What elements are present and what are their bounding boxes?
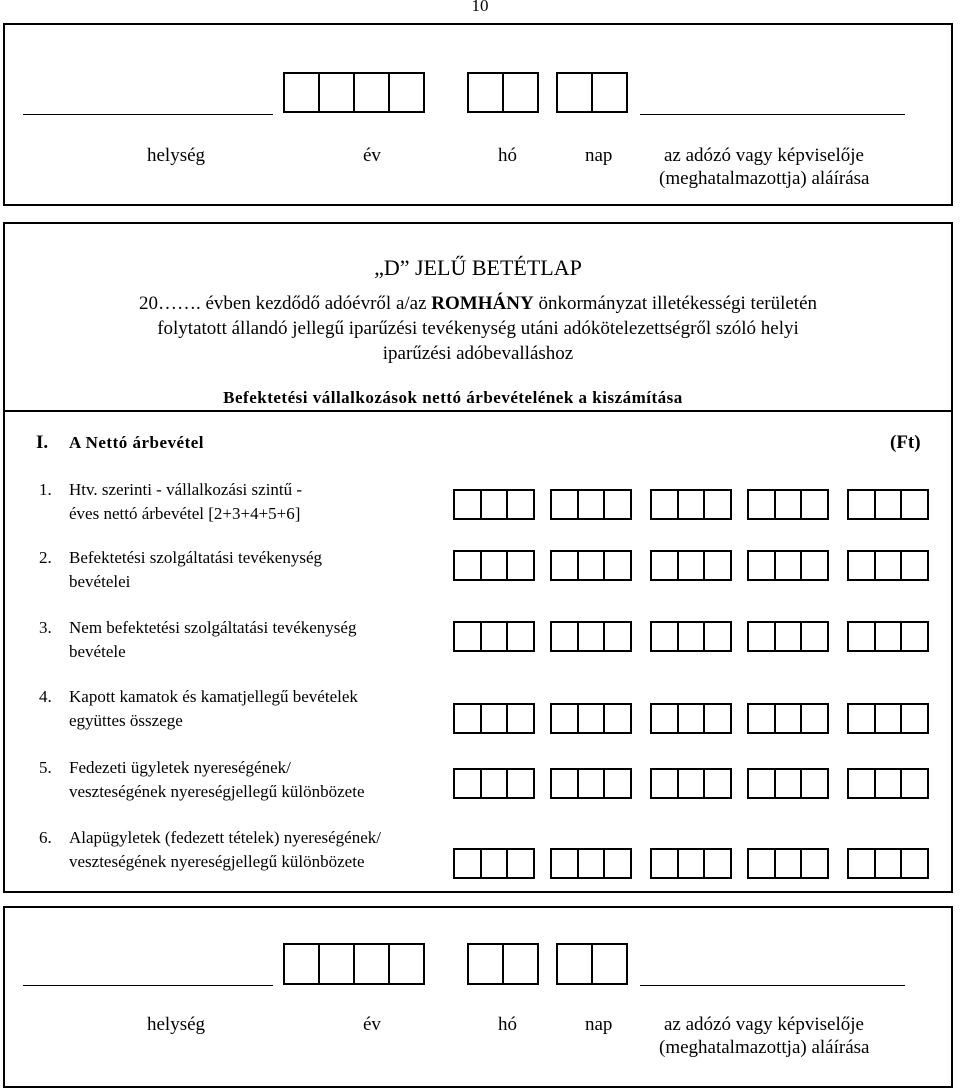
row-5-amount-digit[interactable] [900, 768, 929, 799]
row-2-amount-digit[interactable] [874, 550, 903, 581]
row-4-amount-digit[interactable] [650, 703, 679, 734]
row-2-amount-digit[interactable] [603, 550, 632, 581]
row-3-amount-digit[interactable] [774, 621, 803, 652]
row-3-amount-digit[interactable] [603, 621, 632, 652]
row-3-amount-digit[interactable] [800, 621, 829, 652]
label-year-bottom: év [363, 1014, 381, 1035]
row-6-amount-digit[interactable] [453, 848, 482, 879]
row-5-amount-digit[interactable] [603, 768, 632, 799]
row-4-amount-digit[interactable] [800, 703, 829, 734]
label-day: nap [585, 145, 613, 166]
row-1-amount-digit[interactable] [774, 489, 803, 520]
row-4-amount-digit[interactable] [550, 703, 579, 734]
unit-label: (Ft) [890, 432, 921, 453]
row-3-amount-digit[interactable] [480, 621, 509, 652]
day-digit-1[interactable] [556, 72, 593, 113]
row-4-amount-digit[interactable] [703, 703, 732, 734]
row-5-amount-digit[interactable] [650, 768, 679, 799]
row-4-amount-digit[interactable] [603, 703, 632, 734]
row-2-amount-digit[interactable] [650, 550, 679, 581]
row-1-amount-digit[interactable] [550, 489, 579, 520]
row-4-amount-digit[interactable] [874, 703, 903, 734]
row-6-amount-digit[interactable] [650, 848, 679, 879]
year-digit-3-bottom[interactable] [353, 943, 390, 985]
day-digit-2-bottom[interactable] [591, 943, 628, 985]
row-4-amount-digit[interactable] [453, 703, 482, 734]
row-5-amount-digit[interactable] [550, 768, 579, 799]
row-6-label-2: veszteségének nyereségjellegű különbözete [69, 852, 365, 871]
month-digit-1-bottom[interactable] [467, 943, 504, 985]
row-5-label-1: Fedezeti ügyletek nyereségének/ [69, 758, 291, 777]
day-digit-1-bottom[interactable] [556, 943, 593, 985]
place-line[interactable] [23, 114, 273, 115]
row-1-amount-digit[interactable] [677, 489, 706, 520]
row-3-amount-digit[interactable] [874, 621, 903, 652]
section-roman: I. [36, 432, 49, 453]
row-4-amount-digit[interactable] [847, 703, 876, 734]
row-3-label-2: bevétele [69, 642, 126, 661]
row-1-number: 1. [39, 480, 52, 499]
title-box [3, 222, 953, 412]
municipality-name: ROMHÁNY [431, 293, 534, 314]
row-5-amount-digit[interactable] [703, 768, 732, 799]
row-1-label-2: éves nettó árbevétel [2+3+4+5+6] [69, 504, 301, 523]
row-3-amount-digit[interactable] [847, 621, 876, 652]
row-3-amount-digit[interactable] [900, 621, 929, 652]
row-4-number: 4. [39, 687, 52, 706]
year-digit-1-bottom[interactable] [283, 943, 320, 985]
row-2-amount-digit[interactable] [900, 550, 929, 581]
row-3-amount-digit[interactable] [577, 621, 606, 652]
row-1-amount-digit[interactable] [480, 489, 509, 520]
row-1-amount-digit[interactable] [900, 489, 929, 520]
row-1-label-1: Htv. szerinti - vállalkozási szintű - [69, 480, 303, 499]
intro-prefix: 20……. évben kezdődő adóévről a/az [139, 293, 432, 314]
intro-suffix: önkormányzat illetékességi területén [533, 293, 817, 314]
row-6-amount-digit[interactable] [703, 848, 732, 879]
year-digit-4-bottom[interactable] [388, 943, 425, 985]
row-6-amount-digit[interactable] [900, 848, 929, 879]
signer-label-1-bottom: az adózó vagy képviselője [664, 1014, 864, 1035]
signer-label-2: (meghatalmazottja) aláírása [659, 168, 870, 189]
row-1-amount-digit[interactable] [453, 489, 482, 520]
row-6-amount-digit[interactable] [506, 848, 535, 879]
row-6-amount-digit[interactable] [677, 848, 706, 879]
row-6-amount-digit[interactable] [603, 848, 632, 879]
row-2-amount-digit[interactable] [550, 550, 579, 581]
row-3-amount-digit[interactable] [677, 621, 706, 652]
page-number: 10 [471, 0, 489, 15]
row-2-amount-digit[interactable] [774, 550, 803, 581]
row-4-amount-digit[interactable] [774, 703, 803, 734]
intro-line-2: folytatott állandó jellegű iparűzési tevékenység utáni adókötelezettségről szóló helyi [157, 318, 799, 339]
place-line-bottom[interactable] [23, 985, 273, 986]
row-1-amount-digit[interactable] [506, 489, 535, 520]
label-place: helység [147, 145, 206, 166]
row-2-amount-digit[interactable] [677, 550, 706, 581]
row-5-amount-digit[interactable] [774, 768, 803, 799]
section-title: A Nettó árbevétel [69, 433, 205, 452]
day-digit-2[interactable] [591, 72, 628, 113]
year-digit-3[interactable] [353, 72, 390, 113]
row-6-amount-digit[interactable] [577, 848, 606, 879]
row-1-amount-digit[interactable] [603, 489, 632, 520]
row-4-amount-digit[interactable] [747, 703, 776, 734]
row-1-amount-digit[interactable] [650, 489, 679, 520]
row-6-amount-digit[interactable] [874, 848, 903, 879]
row-1-amount-digit[interactable] [874, 489, 903, 520]
row-2-amount-digit[interactable] [703, 550, 732, 581]
row-3-amount-digit[interactable] [453, 621, 482, 652]
row-5-amount-digit[interactable] [453, 768, 482, 799]
year-digit-4[interactable] [388, 72, 425, 113]
row-5-amount-digit[interactable] [747, 768, 776, 799]
row-2-number: 2. [39, 548, 52, 567]
row-2-amount-digit[interactable] [453, 550, 482, 581]
row-2-amount-digit[interactable] [577, 550, 606, 581]
row-5-amount-digit[interactable] [677, 768, 706, 799]
row-1-amount-digit[interactable] [577, 489, 606, 520]
signature-line-bottom[interactable] [640, 985, 905, 986]
row-3-amount-digit[interactable] [550, 621, 579, 652]
row-2-amount-digit[interactable] [480, 550, 509, 581]
row-2-label-1: Befektetési szolgáltatási tevékenység [69, 548, 323, 567]
row-1-amount-digit[interactable] [703, 489, 732, 520]
row-3-number: 3. [39, 618, 52, 637]
year-digit-2[interactable] [318, 72, 355, 113]
row-2-amount-digit[interactable] [747, 550, 776, 581]
month-digit-2[interactable] [502, 72, 539, 113]
row-2-amount-digit[interactable] [506, 550, 535, 581]
form-title: „D” JELŰ BETÉTLAP [374, 255, 582, 280]
row-3-amount-digit[interactable] [747, 621, 776, 652]
section-subtitle: Befektetési vállalkozások nettó árbevételének a kiszámítása [223, 388, 683, 407]
row-3-label-1: Nem befektetési szolgáltatási tevékenység [69, 618, 357, 637]
row-5-label-2: veszteségének nyereségjellegű különbözete [69, 782, 365, 801]
year-digit-2-bottom[interactable] [318, 943, 355, 985]
row-4-amount-digit[interactable] [506, 703, 535, 734]
row-5-amount-digit[interactable] [506, 768, 535, 799]
signature-line[interactable] [640, 114, 905, 115]
row-2-label-2: bevételei [69, 572, 131, 591]
year-digit-1[interactable] [283, 72, 320, 113]
label-year: év [363, 145, 381, 166]
row-5-amount-digit[interactable] [577, 768, 606, 799]
row-5-amount-digit[interactable] [800, 768, 829, 799]
row-4-label-2: együttes összege [69, 711, 183, 730]
row-6-amount-digit[interactable] [550, 848, 579, 879]
row-3-amount-digit[interactable] [650, 621, 679, 652]
row-5-amount-digit[interactable] [847, 768, 876, 799]
row-3-amount-digit[interactable] [703, 621, 732, 652]
row-5-amount-digit[interactable] [480, 768, 509, 799]
row-2-amount-digit[interactable] [847, 550, 876, 581]
row-6-amount-digit[interactable] [800, 848, 829, 879]
row-2-amount-digit[interactable] [800, 550, 829, 581]
row-4-amount-digit[interactable] [677, 703, 706, 734]
row-4-label-1: Kapott kamatok és kamatjellegű bevételek [69, 687, 358, 706]
row-1-amount-digit[interactable] [747, 489, 776, 520]
signer-label-1: az adózó vagy képviselője [664, 145, 864, 166]
row-4-amount-digit[interactable] [900, 703, 929, 734]
row-4-amount-digit[interactable] [577, 703, 606, 734]
intro-line-3: iparűzési adóbevalláshoz [382, 343, 574, 364]
row-5-amount-digit[interactable] [874, 768, 903, 799]
month-digit-1[interactable] [467, 72, 504, 113]
row-1-amount-digit[interactable] [847, 489, 876, 520]
month-digit-2-bottom[interactable] [502, 943, 539, 985]
label-place-bottom: helység [147, 1014, 206, 1035]
row-1-amount-digit[interactable] [800, 489, 829, 520]
row-6-label-1: Alapügyletek (fedezett tételek) nyereségének/ [69, 828, 381, 847]
row-5-number: 5. [39, 758, 52, 777]
row-6-amount-digit[interactable] [747, 848, 776, 879]
row-4-amount-digit[interactable] [480, 703, 509, 734]
label-day-bottom: nap [585, 1014, 613, 1035]
row-6-number: 6. [39, 828, 52, 847]
intro-line-1 [5, 293, 951, 315]
label-month: hó [498, 145, 517, 166]
top-signature-box [3, 23, 953, 206]
bottom-signature-box [3, 906, 953, 1088]
label-month-bottom: hó [498, 1014, 517, 1035]
row-6-amount-digit[interactable] [774, 848, 803, 879]
signer-label-2-bottom: (meghatalmazottja) aláírása [659, 1037, 870, 1058]
row-6-amount-digit[interactable] [847, 848, 876, 879]
row-3-amount-digit[interactable] [506, 621, 535, 652]
row-6-amount-digit[interactable] [480, 848, 509, 879]
